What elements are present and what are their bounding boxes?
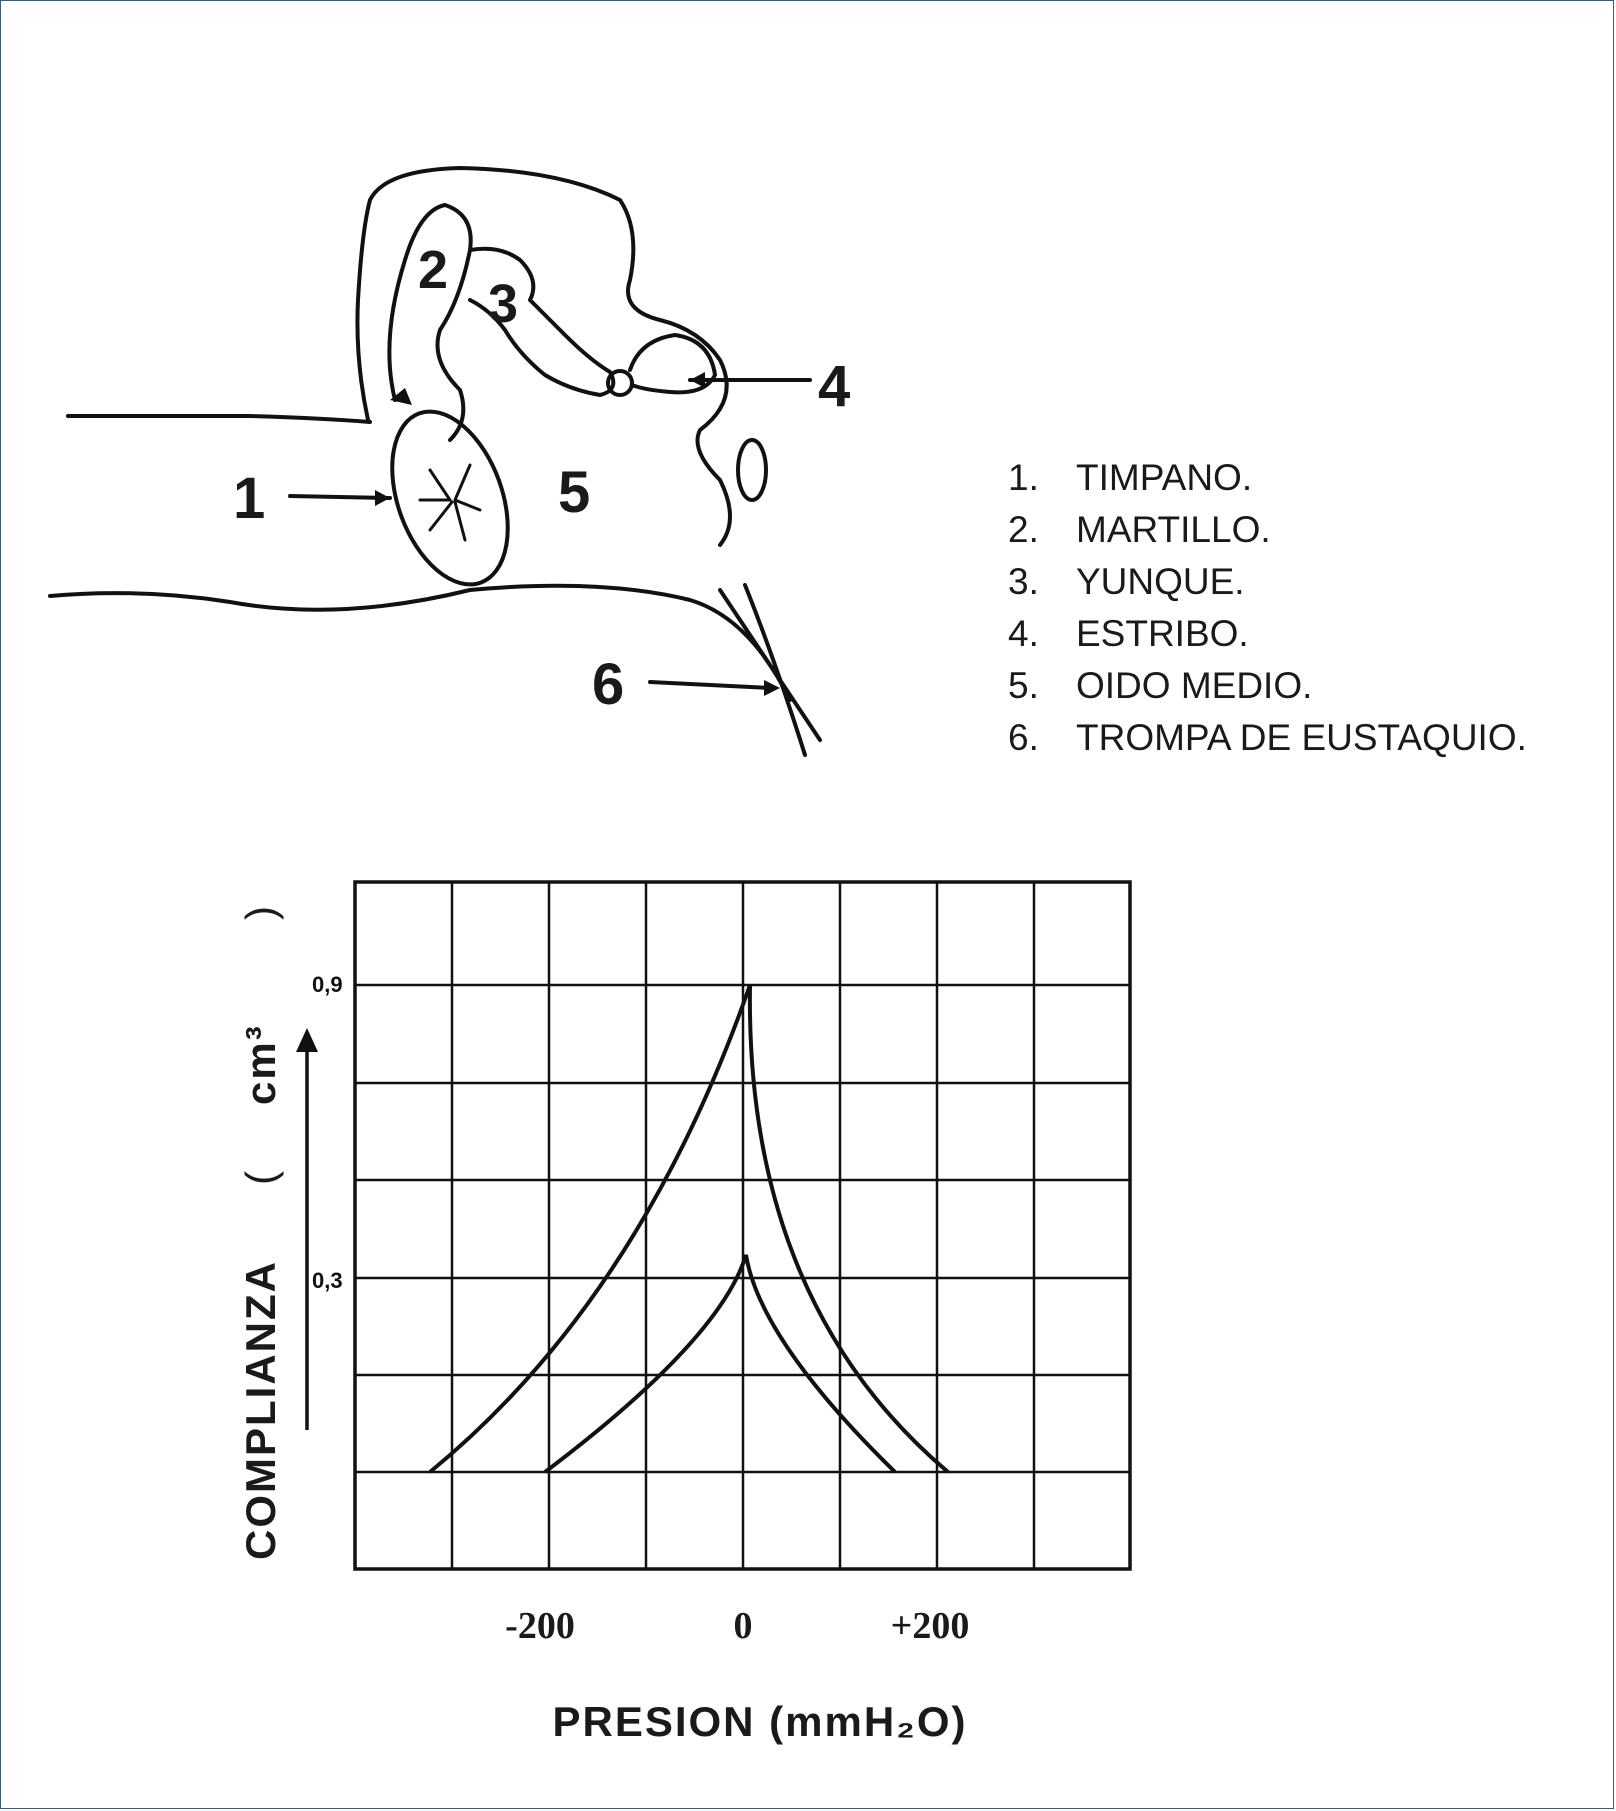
legend-item (1008, 556, 1527, 608)
legend-num: 5. (1008, 665, 1039, 706)
label-1: 1 (233, 466, 266, 531)
y-axis-word: COMPLIANZA (237, 1260, 284, 1560)
tympanic-rays (420, 465, 480, 540)
legend-num: 6. (1008, 717, 1039, 758)
label-2: 2 (418, 240, 449, 300)
y-axis-unit: cm³ (237, 1024, 284, 1105)
legend-text: YUNQUE. (1076, 561, 1245, 602)
legend-text: ESTRIBO. (1076, 613, 1249, 654)
x-axis-title: PRESION (mmH₂O) (552, 1698, 968, 1745)
y-axis-paren-open: ( (237, 1169, 284, 1185)
y-axis-paren-close: ) (237, 904, 284, 920)
x-tick-pos200: +200 (890, 1605, 970, 1647)
arrow-6 (650, 682, 770, 688)
legend-item (1008, 504, 1527, 556)
eustachian-tube (720, 590, 820, 740)
x-tick-neg200: -200 (505, 1605, 575, 1647)
arrow-1-head (375, 490, 390, 506)
legend-num: 3. (1008, 561, 1039, 602)
label-6: 6 (592, 652, 625, 717)
arrow-6-head (764, 680, 780, 696)
oval-window (738, 440, 766, 500)
middle-ear-contour (357, 168, 730, 545)
legend-item (1008, 712, 1527, 764)
ear-canal-upper-wall (68, 416, 370, 422)
y-tick-0-9: 0,9 (312, 972, 343, 997)
label-4: 4 (818, 354, 851, 419)
label-5: 5 (558, 460, 591, 525)
legend-item (1008, 660, 1527, 712)
x-tick-0: 0 (733, 1605, 753, 1647)
legend-text: OIDO MEDIO. (1076, 665, 1313, 706)
legend-num: 1. (1008, 457, 1039, 498)
legend-num: 2. (1008, 509, 1039, 550)
anatomy-legend (1008, 452, 1527, 764)
y-tick-0-3: 0,3 (312, 1268, 343, 1293)
legend-text: MARTILLO. (1076, 509, 1271, 550)
label-3: 3 (488, 274, 519, 334)
eustachian-tube-inner (745, 585, 805, 755)
legend-item (1008, 608, 1527, 660)
legend-num: 4. (1008, 613, 1039, 654)
legend-item (1008, 452, 1527, 504)
arrow-4-head (690, 372, 705, 388)
legend-text: TIMPANO. (1076, 457, 1253, 498)
legend-text: TROMPA DE EUSTAQUIO. (1076, 717, 1527, 758)
